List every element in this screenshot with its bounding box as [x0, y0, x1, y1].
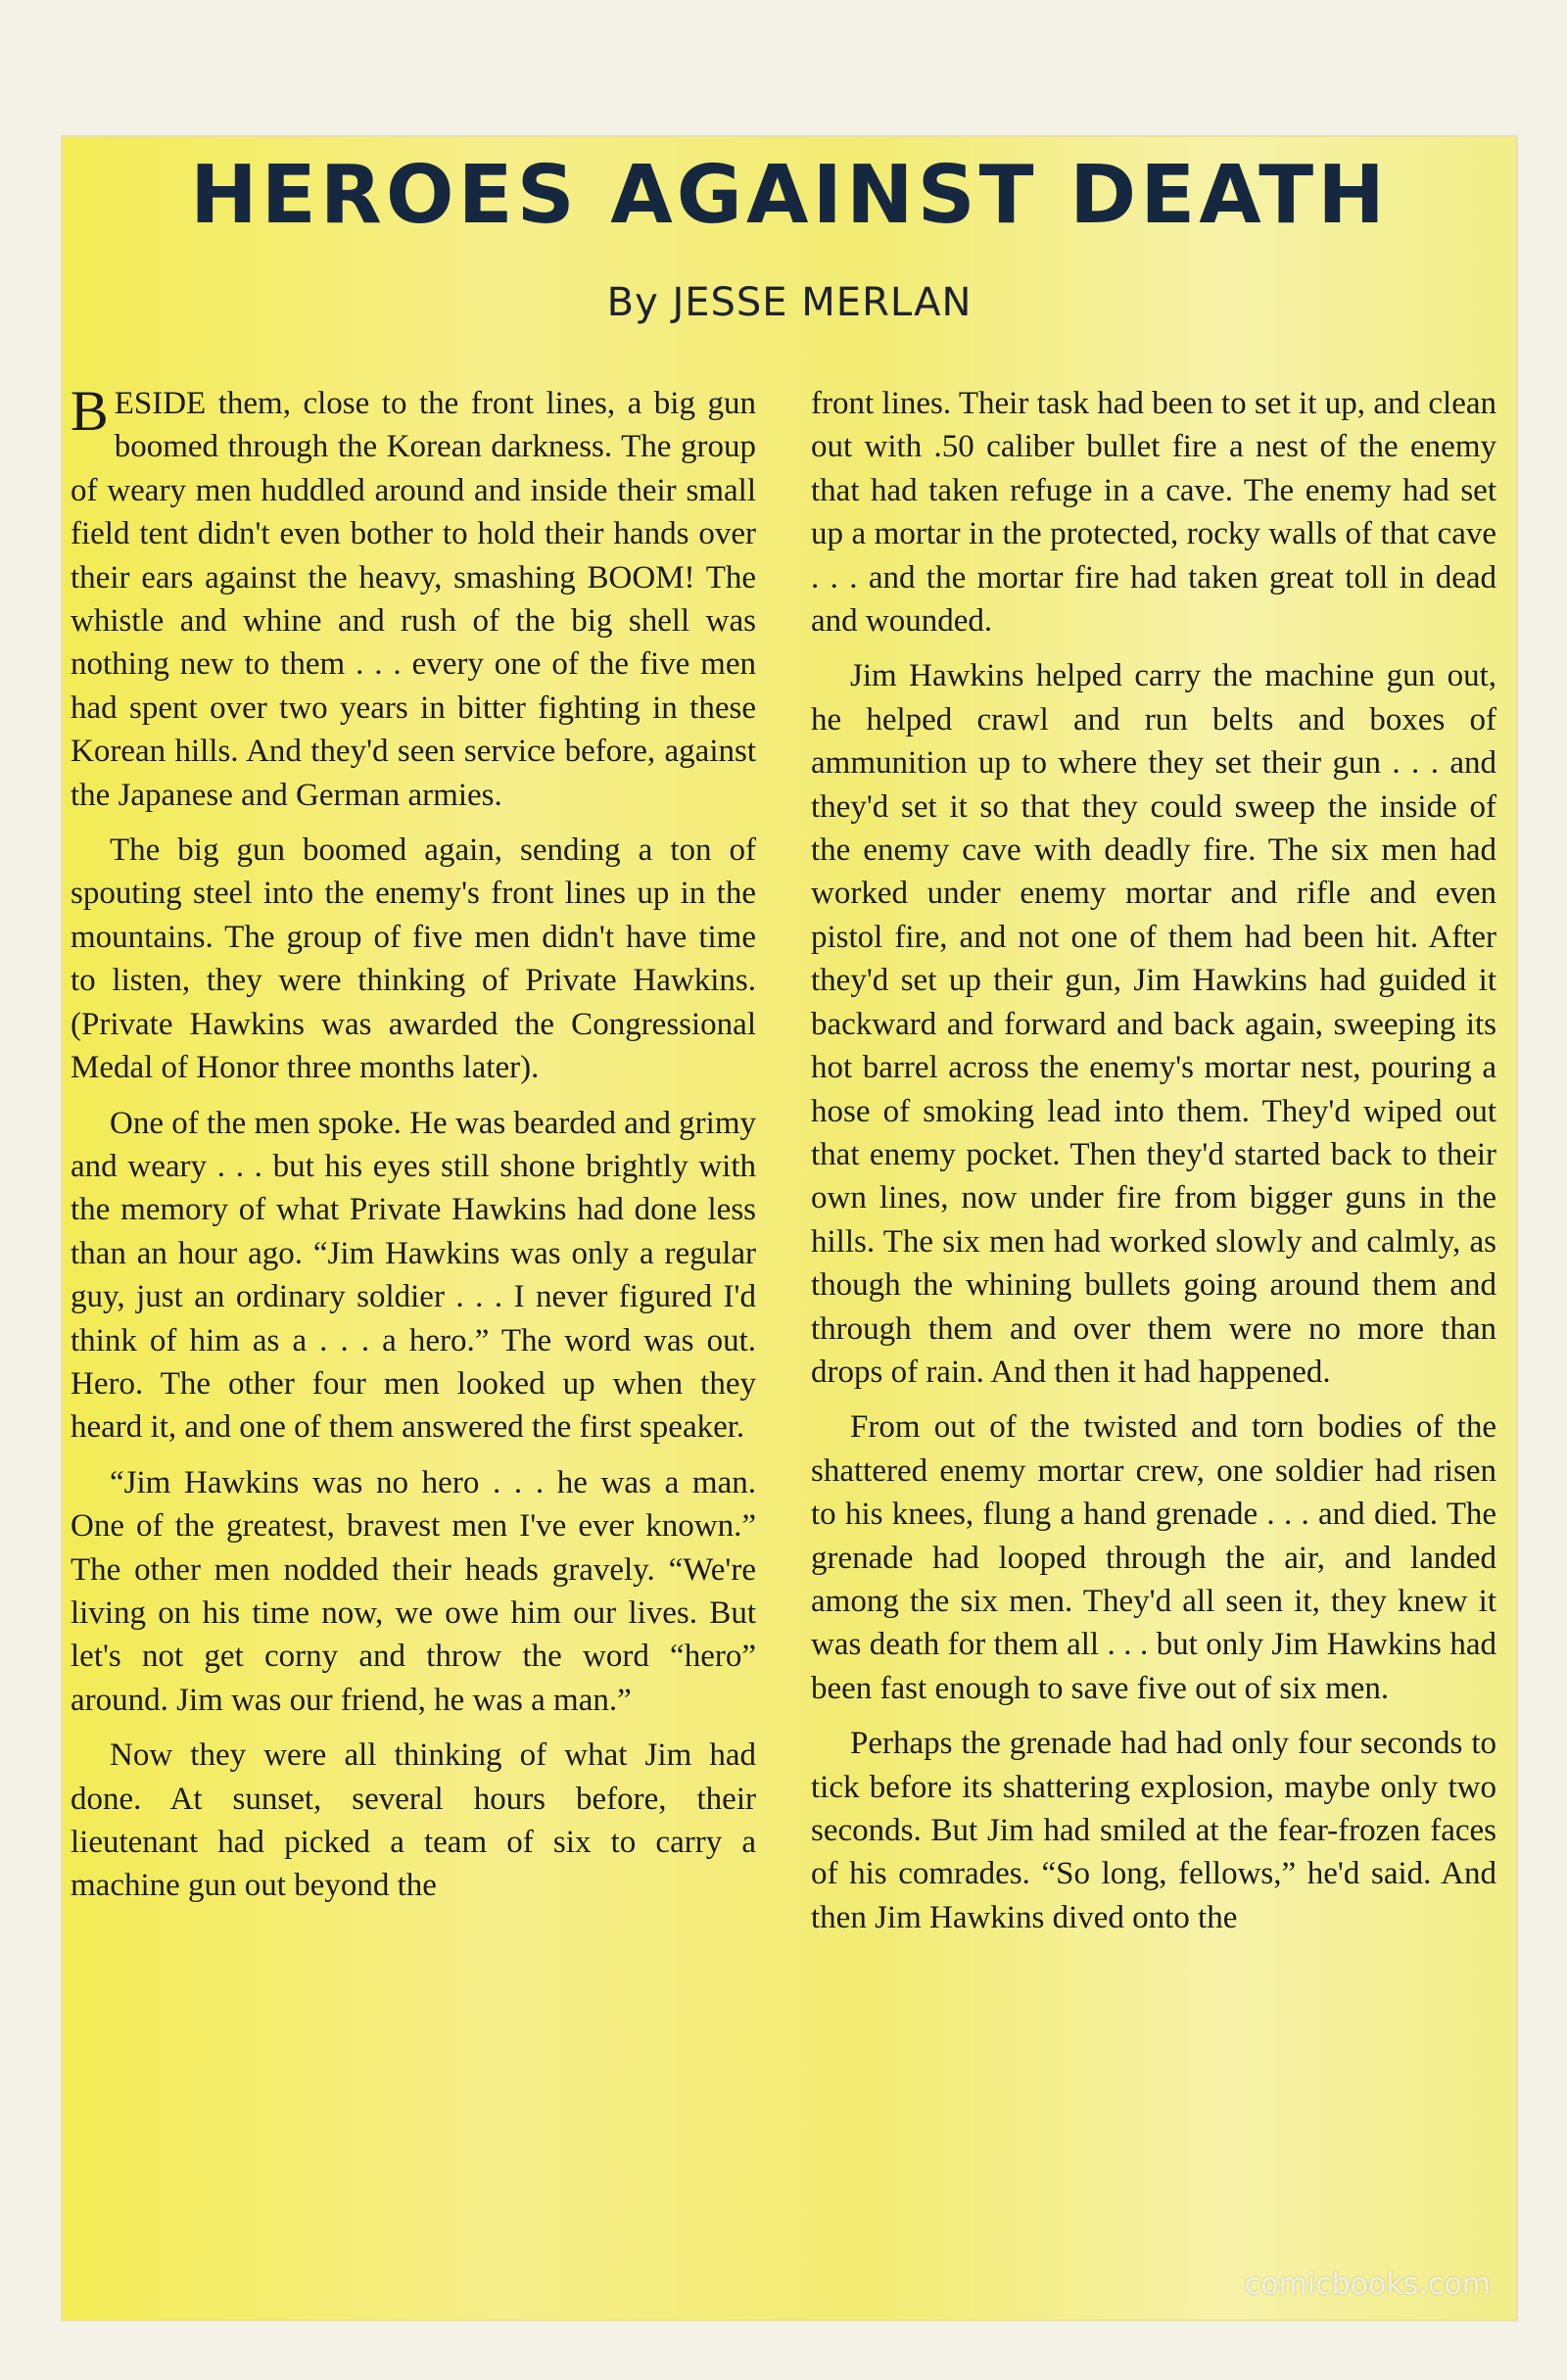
paragraph: front lines. Their task had been to set it up, and clean out with .50 caliber bullet fire a nest of the enemy that had taken refuge in a cave. The enemy had set up a mortar in the protected, rocky walls of that cave . . . and the mortar fire had taken great toll in dead and wounded. [811, 386, 1496, 640]
paragraph: “Jim Hawkins was no hero . . . he was a man. One of the greatest, bravest men I've ever known.” The other men nodded their heads gravely. “We're living on his time now, we owe him our lives. But let's not get corny and throw the word “hero” around. Jim was our friend, he was a man.” [71, 1464, 756, 1718]
paragraph: Now they were all thinking of what Jim had done. At sunset, several hours before, their lieutenant had picked a team of six to carry a machine gun out beyond the [71, 1737, 756, 1904]
watermark: comicbooks.com [1244, 2267, 1491, 2302]
paragraph-text: ESIDE them, close to the front lines, a big gun boomed through the Korean darkness. The group of weary men huddled around and inside their small field tent didn't even bother to hold their hands over their ears against the heavy, smashing BOOM! The whistle and whine and rush of the big shell was nothing new to them . . . every one of the five men had spent over two years in bitter fighting in these Korean hills. And they'd seen service before, against the Japanese and German armies. [71, 386, 756, 813]
story-title: HEROES AGAINST DEATH [190, 149, 1389, 242]
paragraph: One of the men spoke. He was bearded and grimy and weary . . . but his eyes still shone brightly with the memory of what Private Hawkins had done less than an hour ago. “Jim Hawkins was only a regular guy, just an ordinary soldier . . . I never figured I'd think of him as a . . . a hero.” The word was out. Hero. The other four men looked up when they heard it, and one of them answered the first speaker. [71, 1105, 756, 1446]
paragraph: Jim Hawkins helped carry the machine gun out, he helped crawl and run belts and boxes of ammunition up to where they set their gun . . . and they'd set it so that they could sweep the inside of the enemy cave with deadly fire. The six men had worked under enemy mortar and rifle and even pistol fire, and not one of them had been hit. After they'd set up their gun, Jim Hawkins had guided it backward and forward and back again, sweeping its hot barrel across the enemy's mortar nest, pouring a hose of smoking lead into them. They'd wiped out that enemy pocket. Then they'd started back to their own lines, now under fire from bigger guns in the hills. The six men had worked slowly and calmly, as though the whining bullets going around them and through them and over them were no more than drops of rain. And then it had happened. [811, 658, 1496, 1390]
text-column-right [811, 382, 1496, 2297]
text-column-left [71, 382, 756, 2297]
paragraph: The big gun boomed again, sending a ton of spouting steel into the enemy's front lines up in the mountains. The group of five men didn't have time to listen, they were thinking of Private Hawkins. (Private Hawkins was awarded the Congressional Medal of Honor three months later). [71, 833, 756, 1086]
paragraph [71, 382, 756, 817]
story-page [61, 135, 1518, 2321]
drop-cap: B [71, 382, 109, 443]
story-byline: By JESSE MERLAN [606, 280, 973, 325]
paragraph: From out of the twisted and torn bodies of the shattered enemy mortar crew, one soldier had risen to his knees, flung a hand grenade . . . and died. The grenade had looped through the air, and landed among the six men. They'd all seen it, they knew it was death for them all . . . but only Jim Hawkins had been fast enough to save five out of six men. [811, 1409, 1496, 1706]
paragraph: Perhaps the grenade had had only four seconds to tick before its shattering explosion, maybe only two seconds. But Jim had smiled at the fear-frozen faces of his comrades. “So long, fellows,” he'd said. And then Jim Hawkins dived onto the [811, 1726, 1496, 1935]
